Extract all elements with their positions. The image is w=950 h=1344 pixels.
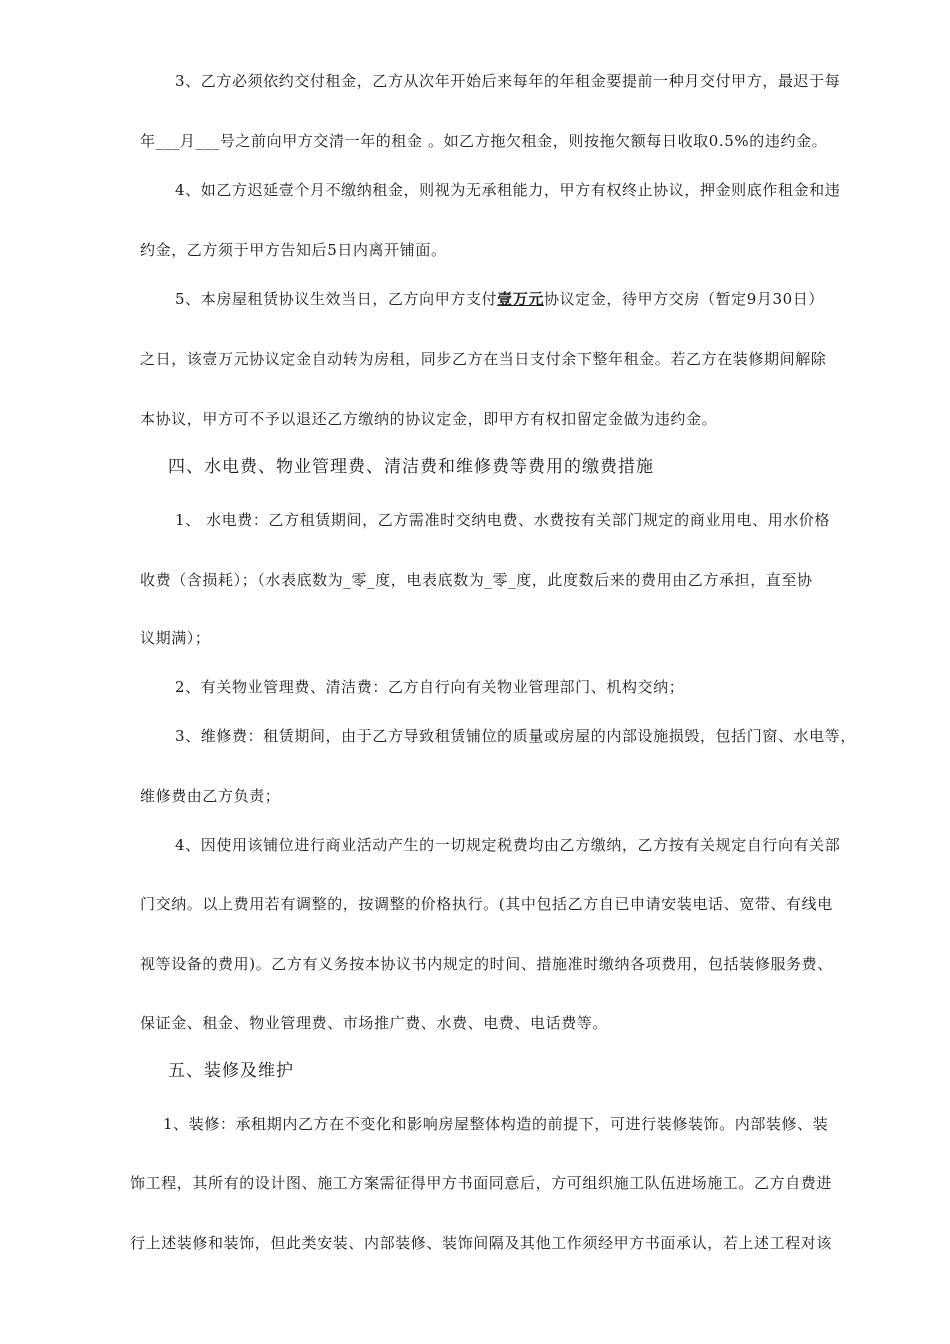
item-3-line-2: 维修费由乙方负责； — [140, 787, 281, 805]
paragraph-4-line-1: 4、如乙方迟延壹个月不缴纳租金，则视为无承租能力，甲方有权终止协议，押金则底作租金和违 — [175, 181, 841, 199]
item-2: 2、有关物业管理费、清洁费：乙方自行向有关物业管理部门、机构交纳； — [175, 678, 685, 696]
item-3-line-1: 3、维修费：租赁期间，由于乙方导致租赁铺位的质量或房屋的内部设施损毁，包括门窗、水电等， — [175, 727, 856, 745]
paragraph-4-line-2: 约金，乙方须于甲方告知后5日内离开铺面。 — [140, 241, 447, 259]
deposit-amount: 壹万元 — [497, 290, 544, 308]
section-4-heading: 四、水电费、物业管理费、清洁费和维修费等费用的缴费措施 — [168, 457, 654, 477]
paragraph-3-line-2: 年___月___号之前向甲方交清一年的租金 。如乙方拖欠租金，则按拖欠额每日收取0.5%的违约金。 — [140, 132, 828, 150]
item-1-line-3: 议期满）； — [140, 629, 211, 647]
item-4-line-3: 视等设备的费用)。乙方有义务按本协议书内规定的时间、措施准时缴纳各项费用，包括装修服务费、 — [140, 955, 833, 973]
renovation-line-3: 行上述装修和装饰，但此类安装、内部装修、装饰间隔及其他工作须经甲方书面承认，若上述工程对该 — [130, 1234, 833, 1252]
item-1-line-2: 收费（含损耗）；（水表底数为_零_度，电表底数为_零_度，此度数后来的费用由乙方承担，直至协 — [140, 571, 813, 589]
paragraph-3-line-1: 3、乙方必须依约交付租金，乙方从次年开始后来每年的年租金要提前一种月交付甲方，最迟于每 — [175, 72, 841, 90]
item-4-line-1: 4、因使用该铺位进行商业活动产生的一切规定税费均由乙方缴纳，乙方按有关规定自行向有关部 — [175, 836, 841, 854]
section-5-heading: 五、装修及维护 — [168, 1061, 294, 1081]
paragraph-5-line-1 — [175, 289, 824, 309]
item-4-line-4: 保证金、租金、物业管理费、市场推广费、水费、电费、电话费等。 — [140, 1014, 609, 1032]
renovation-line-2: 饰工程，其所有的设计图、施工方案需征得甲方书面同意后，方可组织施工队伍进场施工。乙方自费进 — [130, 1174, 833, 1192]
paragraph-5-text-before: 5、本房屋租赁协议生效当日，乙方向甲方支付 — [175, 290, 498, 308]
item-4-line-2: 门交纳。以上费用若有调整的，按调整的价格执行。(其中包括乙方自已申请安装电话、宽带、有线电 — [140, 895, 833, 913]
paragraph-5-line-2: 之日，该壹万元协议定金自动转为房租，同步乙方在当日支付余下整年租金。若乙方在装修期间解除 — [140, 350, 827, 368]
paragraph-5-line-3: 本协议，甲方可不予以退还乙方缴纳的协议定金，即甲方有权扣留定金做为违约金。 — [140, 410, 718, 428]
item-1-line-1: 1、 水电费：乙方租赁期间，乙方需准时交纳电费、水费按有关部门规定的商业用电、用水价格 — [175, 511, 831, 529]
paragraph-5-text-after: 协议定金，待甲方交房（暂定9月30日） — [543, 290, 825, 308]
renovation-line-1: 1、装修：承租期内乙方在不变化和影响房屋整体构造的前提下，可进行装修装饰。内部装修、装 — [163, 1115, 829, 1133]
